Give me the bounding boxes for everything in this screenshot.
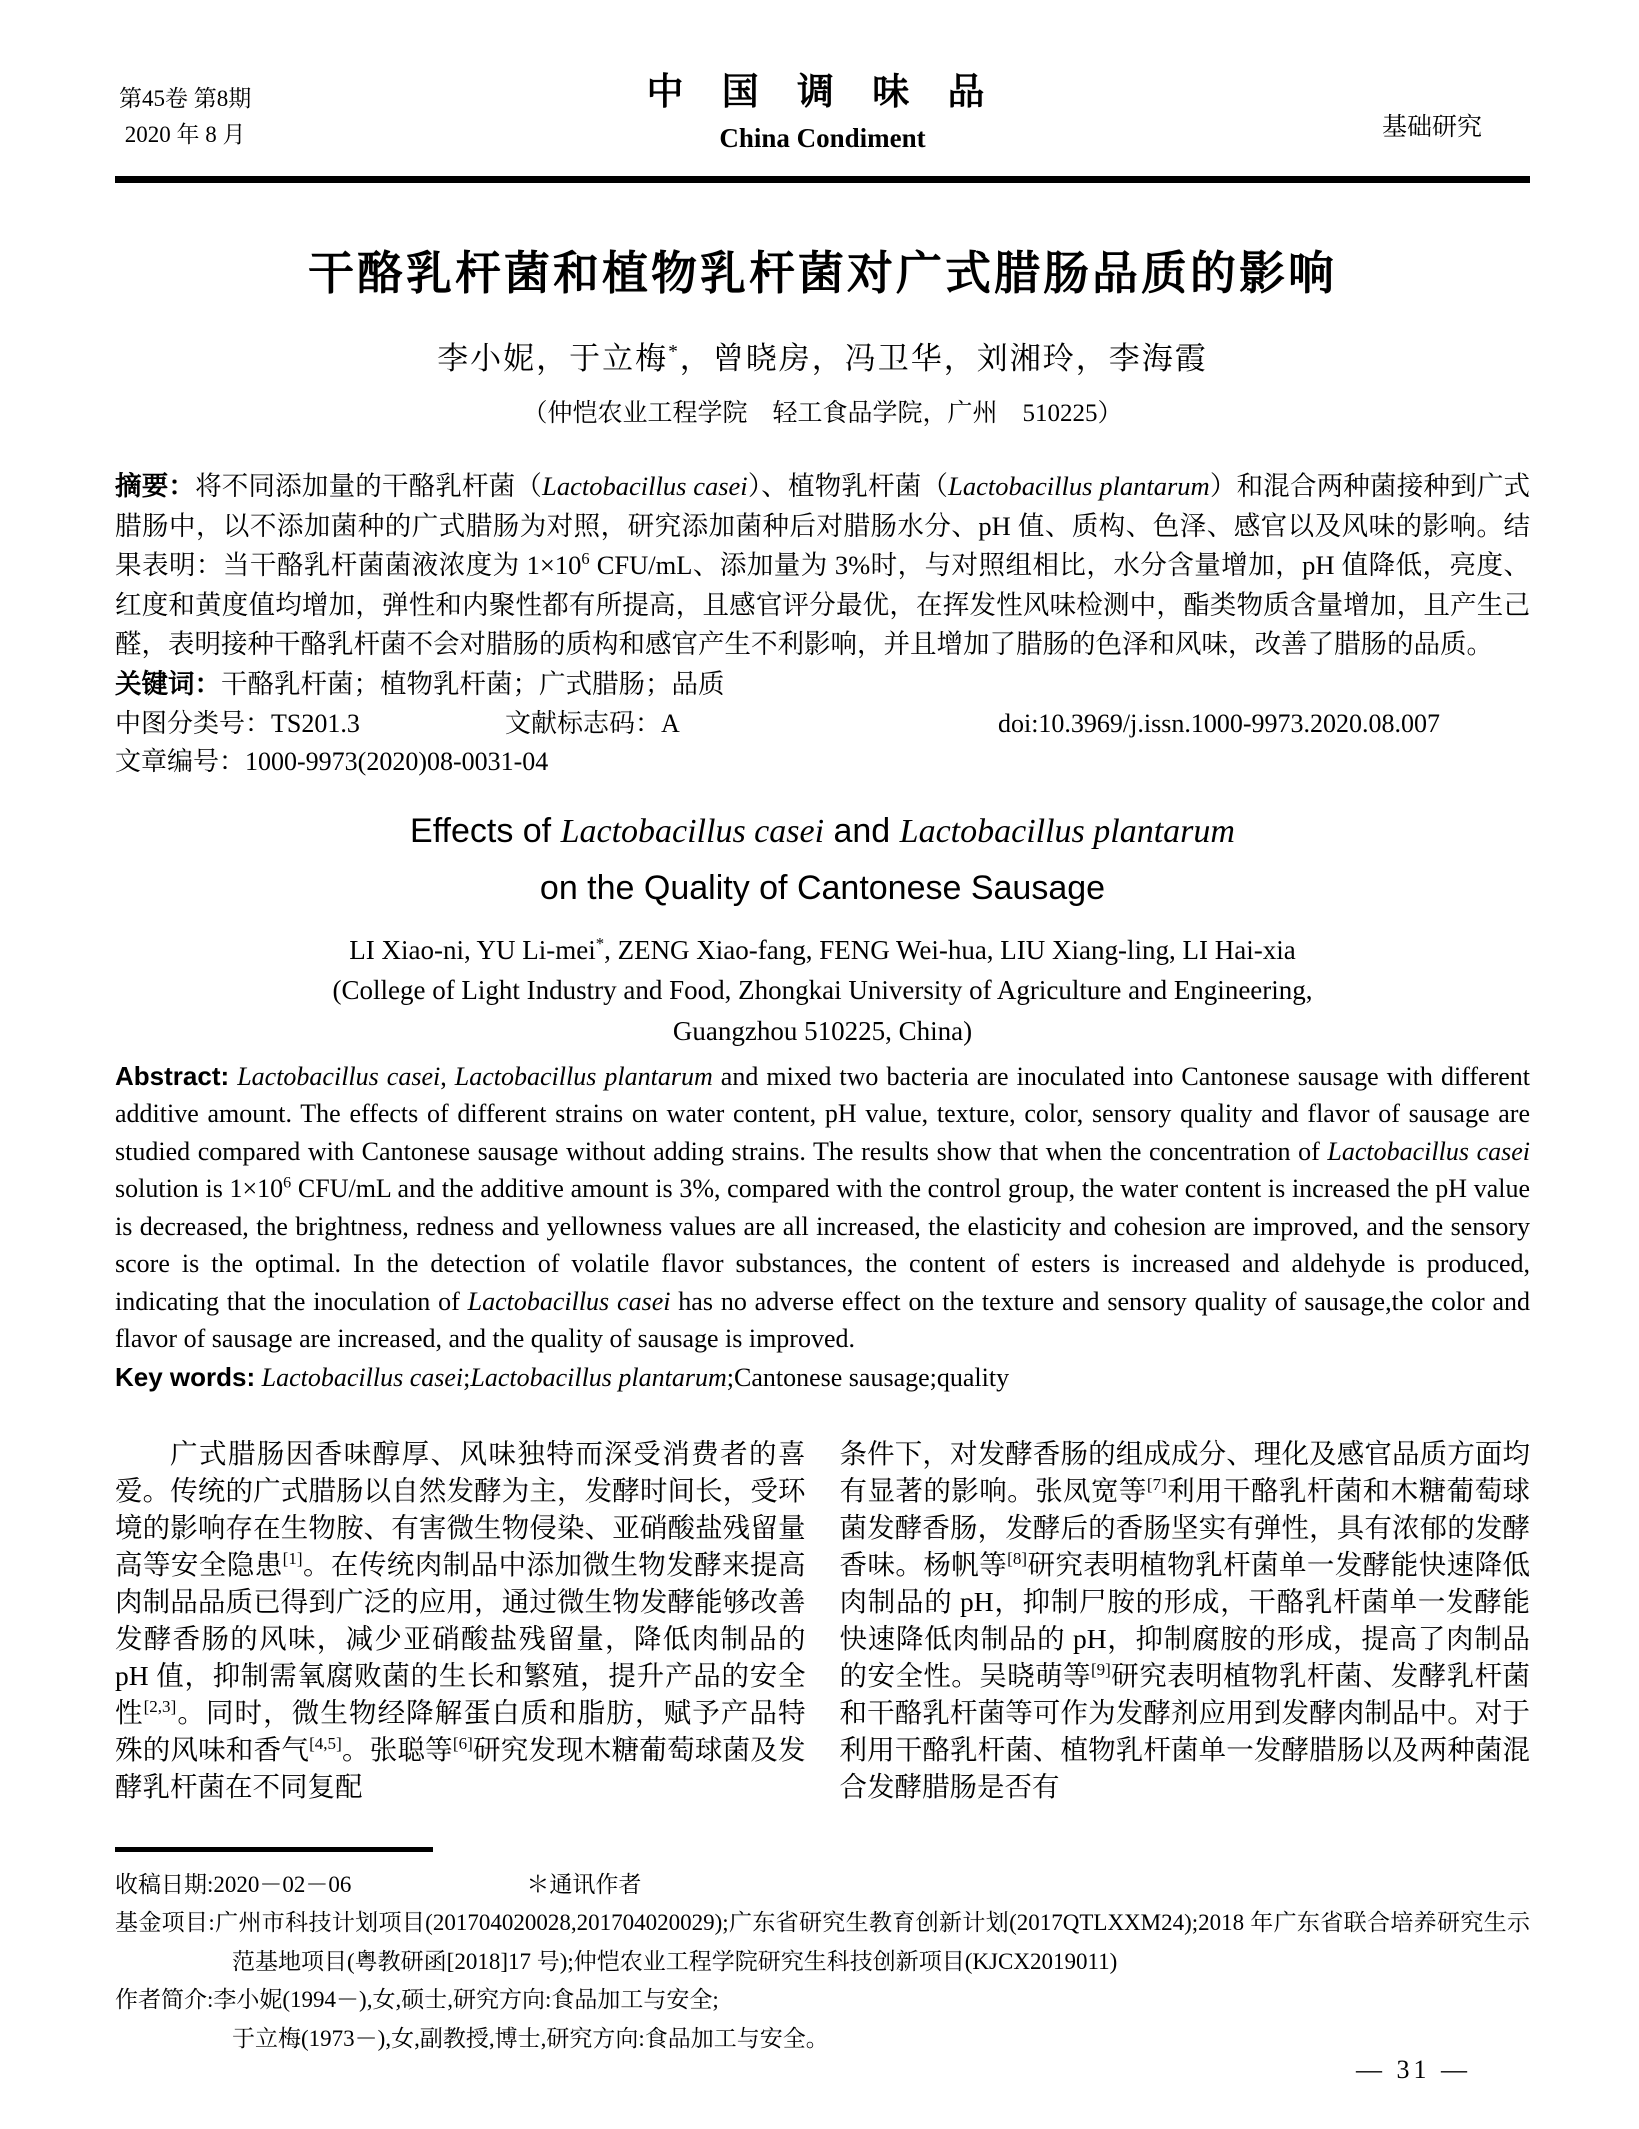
abstract-en-text: Lactobacillus casei, Lactobacillus plantarum and mixed two bacteria are inoculated into Cantonese sausage with different additive amount. The effects of different strains on water content, pH value, texture, color, sensory quality and flavor of sausage are studied compared with Cantonese sausage without adding strains. The results show that when the concentration of Lactobacillus casei solution is $1\times 10^6$ CFU/mL and the additive amount is 3%, compared with the control group, the water content is increased the pH value is decreased, the brightness, redness and yellowness values are all increased, the elasticity and cohesion are improved, and the sensory score is the optimal. In the detection of volatile flavor substances, the content of esters is increased and aldehyde is produced, indicating that the inoculation of Lactobacillus casei has no adverse effect on the texture and sensory quality of sausage,the color and flavor of sausage are increased, and the quality of sausage is improved. (115, 1061, 1531, 1353)
authors-cn: 李小妮，于立梅*，曾晓房，冯卫华，刘湘玲，李海霞 (437, 341, 1208, 376)
abstract-cn-text: 将不同添加量的干酪乳杆菌（Lactobacillus casei）、植物乳杆菌（Lactobacillus plantarum）和混合两种菌接种到广式腊肠中，以不添加菌种的广式腊肠为对照，研究添加菌种后对腊肠水分、pH 值、质构、色泽、感官以及风味的影响。结果表明：当干酪乳杆菌菌液浓度为 $1\times 10^6$ CFU/mL、添加量为 3%时，与对照组相比，水分含量增加，pH 值降低，亮度、红度和黄度值均增加，弹性和内聚性都有所提高，且感官评分最优，在挥发性风味检测中，酯类物质含量增加，且产生己醛，表明接种干酪乳杆菌不会对腊肠的质构和感官产生不利影响，并且增加了腊肠的色泽和风味，改善了腊肠的品质。 (115, 471, 1531, 659)
article-title-en (115, 803, 1530, 916)
affiliation-en-line1: (College of Light Industry and Food, Zhongkai University of Agriculture and Engineering, (332, 974, 1313, 1005)
footnote-received (115, 1866, 1530, 1905)
issue-date: 2020 年 8 月 (124, 122, 246, 147)
bio-label: 作者简介: (115, 1987, 214, 2012)
footnote-bio-line1 (115, 1981, 1530, 2020)
keywords-cn (115, 665, 1530, 704)
footnote-fund (115, 1904, 1530, 1981)
section-column-label: 基础研究 (1381, 114, 1482, 141)
fund-text: 广州市科技计划项目(201704020028,201704020029);广东省研究生教育创新计划(2017QTLXXM24);2018 年广东省联合培养研究生示范基地项目(粤教研函[2018]17 号);仲恺农业工程学院研究生科技创新项目(KJCX2019011) (214, 1910, 1531, 1974)
affiliation-en-line2: Guangzhou 510225, China) (672, 1015, 973, 1046)
abstract-en-spacer (229, 1062, 237, 1091)
volume-issue-block (119, 81, 251, 153)
article-title-cn: 干酪乳杆菌和植物乳杆菌对广式腊肠品质的影响 (308, 247, 1337, 299)
body-paragraph-left: 广式腊肠因香味醇厚、风味独特而深受消费者的喜爱。传统的广式腊肠以自然发酵为主，发酵时间长，受环境的影响存在生物胺、有害微生物侵染、亚硝酸盐残留量高等安全隐患[1]。在传统肉制品中添加微生物发酵来提高肉制品品质已得到广泛的应用，通过微生物发酵能够改善发酵香肠的风味，减少亚硝酸盐残留量，降低肉制品的 pH 值，抑制需氧腐败菌的生长和繁殖，提升产品的安全性[2,3]。同时，微生物经降解蛋白质和脂肪，赋予产品特殊的风味和香气[4,5]。张聪等[6]研究发现木糖葡萄球菌及发酵乳杆菌在不同复配 (115, 1437, 806, 1802)
keywords-cn-text: 干酪乳杆菌；植物乳杆菌；广式腊肠；品质 (221, 668, 725, 699)
abstract-cn-label: 摘要： (115, 471, 196, 501)
journal-title-en: China Condiment (719, 123, 926, 153)
corresponding-author-note: ＊通讯作者 (526, 1871, 642, 1897)
document-code: 文献标志码：A (505, 708, 680, 738)
bio-text-1: 李小妮(1994－),女,硕士,研究方向:食品加工与安全; (213, 1987, 719, 2012)
body-column-right (840, 1435, 1531, 1805)
abstract-cn (115, 467, 1530, 665)
keywords-en-label: Key words: (115, 1361, 256, 1392)
affiliation-en (115, 970, 1530, 1052)
affiliation-cn: （仲恺农业工程学院 轻工食品学院，广州 510225） (522, 400, 1123, 427)
article-title-en-line2: on the Quality of Cantonese Sausage (539, 868, 1106, 907)
footnote-bio-line2: 于立梅(1973－),女,副教授,博士,研究方向:食品加工与安全。 (232, 2025, 829, 2051)
classification-line (115, 705, 1530, 743)
received-date: 2020－02－06 (213, 1871, 352, 1897)
abstract-en-label: Abstract: (115, 1060, 230, 1091)
volume-issue: 第45卷 第8期 (119, 86, 252, 111)
keywords-cn-label: 关键词： (115, 668, 221, 699)
body-column-left (115, 1435, 806, 1805)
page-header (115, 55, 1530, 176)
authors-en: LI Xiao-ni, YU Li-mei*, ZENG Xiao-fang, FENG Wei-hua, LIU Xiang-ling, LI Hai-xia (349, 933, 1296, 965)
received-label: 收稿日期: (115, 1871, 214, 1897)
body-columns (115, 1435, 1530, 1805)
clc-number: 中图分类号：TS201.3 (115, 708, 360, 738)
header-rule (115, 176, 1530, 183)
footnotes (115, 1866, 1530, 2059)
article-id: 文章编号：1000-9973(2020)08-0031-04 (115, 746, 549, 776)
page-number: — 31 — (1356, 2055, 1471, 2084)
journal-title-block (646, 61, 998, 154)
doi: doi:10.3969/j.issn.1000-9973.2020.08.007 (997, 708, 1440, 738)
fund-label: 基金项目: (115, 1910, 215, 1935)
abstract-en (115, 1058, 1530, 1358)
footnote-rule (115, 1847, 433, 1852)
keywords-en (115, 1358, 1530, 1397)
journal-title-cn: 中 国 调 味 品 (646, 71, 999, 112)
article-title-en-line1: Effects of Lactobacillus casei and Lactobacillus plantarum (410, 811, 1235, 850)
keywords-en-text: Lactobacillus casei;Lactobacillus plantarum;Cantonese sausage;quality (261, 1362, 1010, 1392)
body-paragraph-right: 条件下，对发酵香肠的组成成分、理化及感官品质方面均有显著的影响。张凤宽等[7]利用干酪乳杆菌和木糖葡萄球菌发酵香肠，发酵后的香肠坚实有弹性，具有浓郁的发酵香味。杨帆等[8]研究表明植物乳杆菌单一发酵能快速降低肉制品的 pH，抑制尸胺的形成，干酪乳杆菌单一发酵能快速降低肉制品的 pH，抑制腐胺的形成，提高了肉制品的安全性。吴晓萌等[9]研究表明植物乳杆菌、发酵乳杆菌和干酪乳杆菌等可作为发酵剂应用到发酵肉制品中。对于利用干酪乳杆菌、植物乳杆菌单一发酵腊肠以及两种菌混合发酵腊肠是否有 (839, 1437, 1531, 1802)
